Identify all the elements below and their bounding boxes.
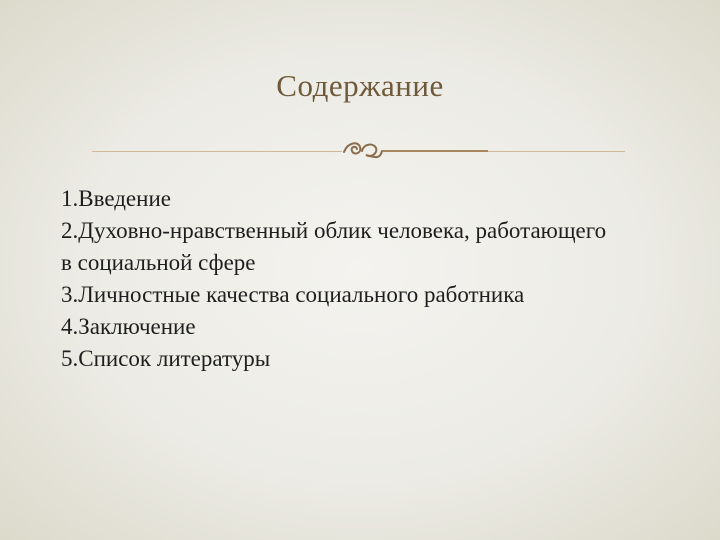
contents-item: 4.Заключение — [61, 314, 196, 339]
slide-title: Содержание — [276, 68, 444, 103]
contents-item: 5.Список литературы — [61, 346, 271, 371]
title-divider-left — [92, 151, 342, 152]
contents-item: 1.Введение — [61, 186, 171, 211]
contents-list — [61, 183, 681, 375]
contents-item: 2.Духовно-нравственный облик человека, работающего в социальной сфере — [61, 218, 607, 275]
title-divider-accent — [383, 150, 488, 152]
scroll-ornament-icon — [340, 138, 384, 164]
contents-item: 3.Личностные качества социального работника — [61, 282, 525, 307]
